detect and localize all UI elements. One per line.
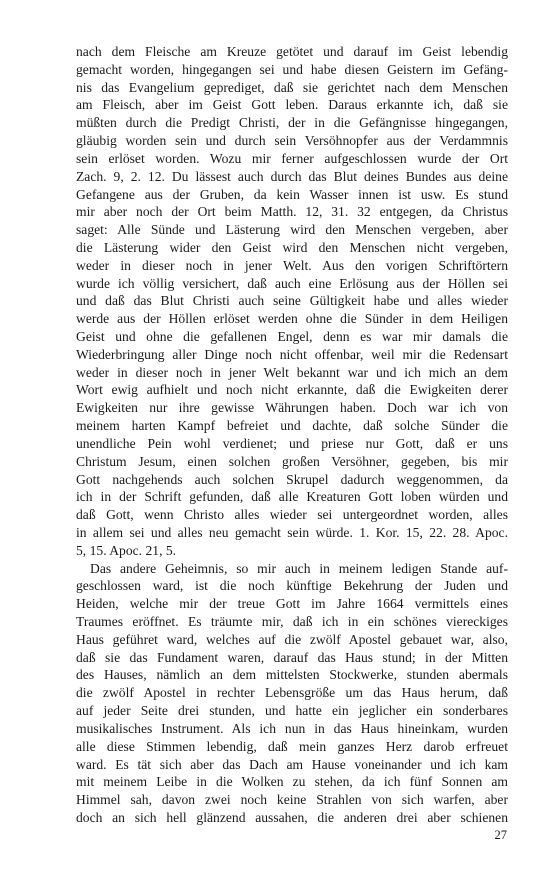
text-line: 5, 15. Apoc. 21, 5. xyxy=(76,542,177,558)
text-line: Zach. 9, 2. 12. Du lässest auch durch das Blut deines Bundes aus deine xyxy=(76,168,508,184)
text-line: gemacht worden, hingegangen sei und habe diesen Geistern im Gefäng- xyxy=(76,61,508,77)
text-line: mir aber noch der Ort beim Matth. 12, 31. 32 entgegen, da Christus xyxy=(76,204,508,220)
text-line: Christum Jesum, einen solchen großen Versöhner, gegeben, bis mir xyxy=(76,453,508,469)
paragraph xyxy=(76,560,508,827)
text-line: doch an sich hell glänzend aussahen, die anderen drei aber schienen xyxy=(76,809,508,825)
text-line: die Lästerung wider den Geist wird den Menschen nicht vergeben, xyxy=(76,239,508,255)
text-line: müßten durch die Predigt Christi, der in die Gefängnisse hingegangen, xyxy=(76,115,508,131)
text-line: nach dem Fleische am Kreuze getötet und darauf im Geist lebendig xyxy=(76,44,508,59)
text-line: des Hauses, nämlich an dem mittelsten Stockwerke, stunden abermals xyxy=(76,667,508,683)
text-line: Haus geführet ward, welches auf die zwölf Apostel gebauet war, also, xyxy=(76,631,508,647)
text-line: nis das Evangelium geprediget, daß sie gerichtet nach dem Menschen xyxy=(76,79,508,95)
text-line: die zwölf Apostel in rechter Lebensgröße um das Haus herum, daß xyxy=(76,685,508,701)
text-line: Das andere Geheimnis, so mir auch in meinem ledigen Stande auf- xyxy=(90,560,508,576)
text-line: in allem sei und alles neu gemacht sein würde. 1. Kor. 15, 22. 28. Apoc. xyxy=(76,524,508,540)
text-line: unendliche Pein wohl verdienet; und priese nur Gott, daß er uns xyxy=(76,435,508,451)
text-line: mit meinem Leibe in die Wolken zu stehen, da ich fünf Sonnen am xyxy=(76,774,508,790)
text-line: Wiederbringung aller Dinge noch nicht offenbar, weil mir die Redensart xyxy=(76,346,508,362)
text-line: alle diese Stimmen lebendig, daß mein ganzes Herz darob erfreuet xyxy=(76,738,508,754)
text-line: werde aus der Höllen erlöset werden ohne die Sünder in dem Heiligen xyxy=(76,311,508,327)
text-line: Gefangene aus der Gruben, da kein Wasser innen ist usw. Es stund xyxy=(76,186,508,202)
text-line: am Fleisch, aber im Geist Gott leben. Daraus erkannte ich, daß sie xyxy=(76,97,508,113)
text-line: Heiden, welche mir der treue Gott im Jahre 1664 vermittels eines xyxy=(76,596,508,612)
text-line: musikalisches Instrument. Als ich nun in das Haus hineinkam, wurden xyxy=(76,720,508,736)
text-line: ich in der Schrift gefunden, daß alle Kreaturen Gott loben würden und xyxy=(76,489,508,505)
text-line: saget: Alle Sünde und Lästerung wird den Menschen vergeben, aber xyxy=(76,222,508,238)
paragraph xyxy=(76,43,508,560)
text-line: Wort ewig aufhielt und noch nicht erkannte, daß die Ewigkeiten derer xyxy=(76,382,508,398)
text-line: Geist und ohne die gefallenen Engel, denn es war mir damals die xyxy=(76,329,508,344)
text-line: und daß das Blut Christi auch seine Gültigkeit habe und alles wieder xyxy=(76,293,508,309)
text-line: daß Gott, wenn Christo alles wieder sei untergeordnet worden, alles xyxy=(76,507,508,523)
text-line: weder in dieser noch in jener Welt. Aus den vorigen Schriftörtern xyxy=(76,257,508,273)
text-line: meinem harten Kampf befreiet und dachte, daß solche Sünder die xyxy=(76,418,508,434)
text-line: Himmel sah, davon zwei noch keine Strahlen von sich warfen, aber xyxy=(76,792,508,808)
text-line: auf jeder Seite drei stunden, und hatte ein jeglicher ein sonderbares xyxy=(76,703,508,719)
text-line: daß sie das Fundament waren, darauf das Haus stund; in der Mitten xyxy=(76,649,508,665)
text-line: Gott nachgehends auch solchen Skrupel dadurch weggenommen, da xyxy=(76,471,508,487)
page-number: 27 xyxy=(494,828,507,842)
body-text xyxy=(76,43,508,827)
text-line: gläubig worden sein und durch sein Versöhnopfer aus der Verdammnis xyxy=(76,133,508,149)
text-line: geschlossen ward, ist die noch künftige Bekehrung der Juden und xyxy=(76,578,508,594)
text-line: ward. Es tät sich aber das Dach am Hause voneinander und ich kam xyxy=(76,756,508,772)
text-line: Traumes eröffnet. Es träumte mir, daß ich in ein schönes viereckiges xyxy=(76,614,508,629)
text-line: sein erlöset worden. Wozu mir ferner aufgeschlossen wurde der Ort xyxy=(76,150,508,166)
text-line: weder in dieser noch in jener Welt bekannt war und ich mich an dem xyxy=(76,364,508,380)
text-line: Ewigkeiten nur ihre gewisse Währungen haben. Doch war ich von xyxy=(76,400,508,416)
text-line: wurde ich völlig versichert, daß auch eine Erlösung aus der Höllen sei xyxy=(76,275,508,291)
